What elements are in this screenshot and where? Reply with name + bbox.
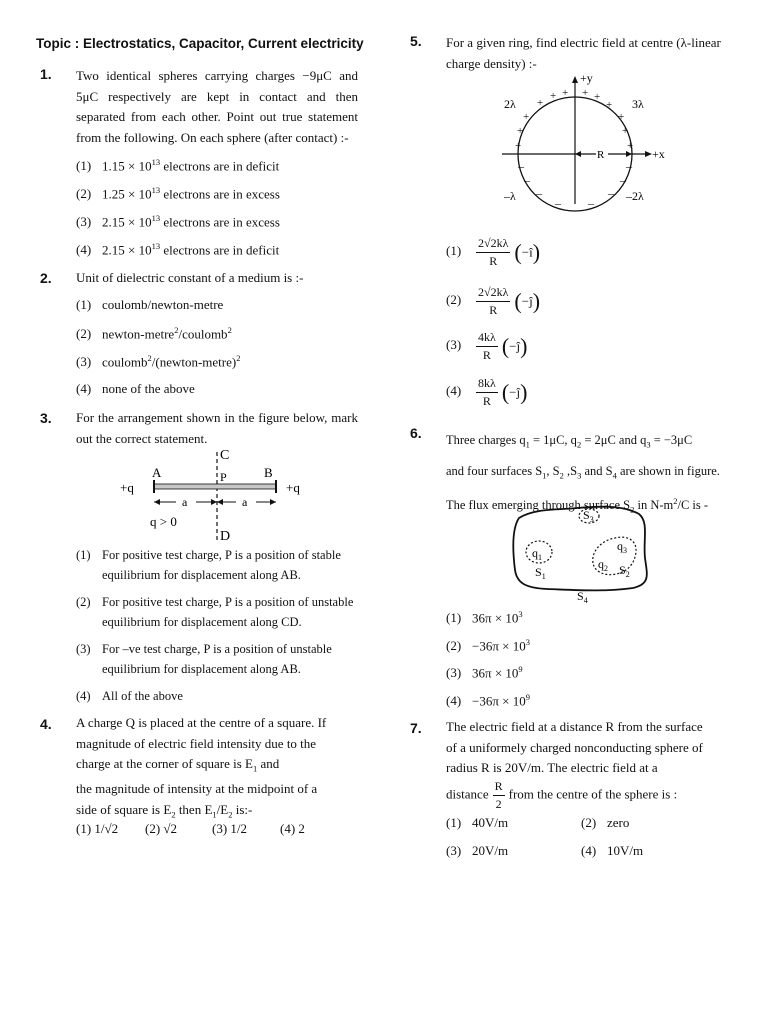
q2-option-3-exp2: 2: [236, 353, 241, 363]
q7-line-4-start: distance: [446, 786, 489, 802]
q6-line-2: and four surfaces $S_1$, $S_2$ $,S_3$ and $S_4$ are shown in figure.: [446, 463, 720, 480]
q3-option-2-line2: equilibrium for displacement along CD.: [102, 615, 302, 629]
q2-option-1-num: (1): [76, 297, 92, 312]
q2-option-3[interactable]: [76, 353, 240, 370]
q3-arrowhead: [270, 499, 276, 505]
q4-line-3: charge at the corner of square is $E_1$ and: [76, 756, 280, 774]
q6-option-3-exp: 9: [518, 664, 523, 674]
q3-option-1-num: (1): [76, 548, 91, 562]
q3-arrowhead: [154, 499, 160, 505]
q5-option-3-numerator: 4kλ: [476, 330, 498, 347]
q7-number: 7.: [410, 720, 422, 736]
q6-option-4-num: (4): [446, 693, 462, 709]
q3-option-1[interactable]: [76, 545, 341, 585]
q5-option-3-vector: −ĵ: [509, 338, 521, 354]
q5-option-1-denominator: R: [489, 254, 498, 268]
q4-option-4[interactable]: [280, 821, 305, 837]
q5-option-3-num: (3): [446, 337, 462, 353]
q4-option-3-text: 1/2: [230, 821, 248, 836]
q2-option-4[interactable]: [76, 381, 195, 397]
q4-line-5: side of square is $E_2$ then $E_1/E_2$ is:-: [76, 801, 253, 820]
q2-option-3-exp: 2: [147, 353, 152, 363]
q2-option-4-num: (4): [76, 381, 92, 396]
q7-line-1: The electric field at a distance R from the surface: [446, 719, 703, 734]
q1-option-2-rest: electrons are in excess: [160, 186, 280, 202]
q5-option-4-vector: −ĵ: [509, 384, 521, 400]
q1-option-2-num: (2): [76, 186, 92, 202]
q1-option-2[interactable]: [76, 185, 280, 202]
q7-stem: [446, 717, 720, 779]
svg-text:–: –: [555, 196, 561, 210]
svg-text:–: –: [588, 196, 594, 210]
q3-option-2[interactable]: [76, 592, 353, 632]
q2-option-1[interactable]: [76, 297, 223, 313]
q5-radius-arrow: [575, 151, 581, 157]
q3-label-p: P: [220, 470, 227, 484]
q6-option-2-num: (2): [446, 638, 462, 654]
q3-label-d: D: [220, 529, 231, 544]
q6-label-q2: $q_2$: [598, 557, 608, 573]
q6-option-1[interactable]: [446, 609, 523, 626]
q3-option-2-line1: For positive test charge, P is a position of unstable: [102, 595, 354, 609]
q4-option-4-num: (4): [280, 821, 296, 836]
q7-option-4-num: (4): [581, 843, 597, 858]
q1-option-1-text: 1.15 × 10: [102, 158, 152, 174]
q6-label-q3: $q_3$: [617, 539, 627, 555]
q3-stem: For the arrangement shown in the figure below, mark out the correct statement.: [76, 410, 358, 446]
q2-option-2-text: newton-metre: [102, 326, 175, 342]
q6-option-3-num: (3): [446, 665, 462, 681]
q5-label-x: +x: [652, 147, 665, 161]
q5-option-2-vector: −ĵ: [521, 293, 533, 309]
q7-fraction-numerator: R: [493, 779, 505, 796]
q6-option-2-exp: 3: [525, 637, 530, 647]
q2-option-2-exp: 2: [174, 325, 179, 335]
svg-text:–: –: [518, 159, 524, 173]
q4-option-3-num: (3): [212, 821, 228, 836]
q3-option-4-num: (4): [76, 689, 91, 703]
q6-label-q1: $q_1$: [532, 546, 542, 562]
q3-label-right-charge: +q: [286, 480, 300, 495]
q5-option-4[interactable]: (4) $\frac{8k\lambda}{R}$ (−ĵ): [446, 376, 528, 408]
q2-option-1-text: coulomb/newton-metre: [102, 297, 224, 312]
q5-line-1: For a given ring, find electric field at centre (λ-linear: [446, 35, 721, 50]
q2-option-3-num: (3): [76, 354, 92, 370]
q2-option-3-rest: /(newton-metre): [151, 354, 237, 370]
q4-number: 4.: [40, 716, 52, 732]
q7-option-4[interactable]: [581, 843, 643, 859]
q7-option-2-num: (2): [581, 815, 597, 830]
q5-option-4-numerator: 8kλ: [476, 376, 498, 393]
q7-line-4: [446, 779, 677, 812]
q7-fraction-denominator: 2: [495, 797, 502, 811]
q1-option-4-rest: electrons are in deficit: [160, 242, 280, 258]
q3-option-3-num: (3): [76, 642, 91, 656]
q4-option-2-text: √2: [163, 821, 178, 836]
q5-number: 5.: [410, 33, 422, 49]
q5-label-r: R: [597, 149, 605, 161]
q5-option-2[interactable]: (2) $\frac{2√2k\lambda}{R}$ (−ĵ): [446, 285, 541, 317]
q3-arrowhead: [217, 499, 223, 505]
q4-option-1-text: 1/√2: [94, 821, 119, 836]
q3-option-4-line1: All of the above: [102, 689, 183, 703]
q3-option-1-line2: equilibrium for displacement along AB.: [102, 568, 301, 582]
q6-option-2[interactable]: [446, 637, 530, 654]
svg-text:+: +: [606, 99, 613, 111]
q5-label-y: +y: [580, 72, 593, 85]
q6-option-3[interactable]: [446, 664, 523, 681]
q4-option-2[interactable]: [145, 821, 177, 837]
q5-option-1-numerator: 2√2kλ: [476, 236, 510, 253]
q7-line-2: of a uniformely charged nonconducting sphere of: [446, 739, 703, 755]
svg-text:+: +: [523, 111, 530, 123]
q6-line-1: Three charges $q_1 = 1\mu C$, $q_2 = 2\mu C$ and $q_3 = -3\mu C$: [446, 433, 693, 450]
q6-option-4-text: −36π × 10: [472, 693, 526, 709]
q5-option-3-denominator: R: [482, 348, 491, 362]
q1-option-1[interactable]: [76, 157, 279, 174]
q6-line-3: The flux emerging through surface $S_2$ in $N-m^2/C$ is -: [446, 496, 709, 515]
q5-option-2-numerator: 2√2kλ: [476, 285, 510, 302]
svg-text:–: –: [524, 173, 530, 187]
page-topic: Topic : Electrostatics, Capacitor, Current electricity: [36, 36, 364, 51]
q3-figure: [110, 444, 330, 544]
q4-line-1: A charge Q is placed at the centre of a square. If: [76, 715, 327, 730]
q6-number: 6.: [410, 425, 422, 441]
q5-option-1[interactable]: (1) $\frac{2√2k\lambda}{R}$ (−î): [446, 236, 541, 268]
svg-text:+: +: [622, 125, 629, 137]
q7-option-2-text: zero: [607, 815, 630, 830]
svg-text:–: –: [608, 186, 614, 200]
q7-line-3: radius R is 20V/m. The electric field at a: [446, 760, 658, 775]
q6-label-s4: $S_4$: [577, 589, 588, 605]
q5-stem: [446, 33, 726, 74]
q2-option-2-num: (2): [76, 326, 92, 342]
q7-option-2[interactable]: [581, 815, 629, 831]
q5-ring-figure: [500, 72, 680, 212]
q6-label-s1: $S_1$: [535, 565, 546, 581]
q2-option-4-text: none of the above: [102, 381, 195, 396]
q3-rod: [154, 484, 276, 489]
q4-option-1-num: (1): [76, 821, 92, 836]
q2-option-3-text: coulomb: [102, 354, 148, 370]
q7-option-3-text: 20V/m: [472, 843, 509, 858]
q5-line-2: charge density) :-: [446, 55, 537, 71]
q3-label-c: C: [220, 448, 230, 463]
q5-y-arrow: [572, 76, 578, 83]
q5-option-1-num: (1): [446, 243, 462, 259]
q1-option-3-exp: 13: [151, 213, 161, 223]
q4-option-3[interactable]: [212, 821, 247, 837]
svg-text:+: +: [515, 140, 522, 152]
q3-option-2-num: (2): [76, 595, 91, 609]
svg-text:–: –: [626, 159, 632, 173]
q3-arrowhead: [211, 499, 217, 505]
q6-option-4-exp: 9: [525, 692, 530, 702]
q3-option-3-line2: equilibrium for displacement along AB.: [102, 662, 301, 676]
q4-option-1[interactable]: [76, 821, 118, 837]
q1-option-2-exp: 13: [151, 185, 161, 195]
q6-option-1-text: 36π × 10: [472, 610, 519, 626]
q6-label-s2: $S_2$: [619, 563, 630, 579]
q6-option-1-exp: 3: [518, 609, 523, 619]
q3-label-left-charge: +q: [120, 480, 134, 495]
q3-label-gap-right: a: [242, 495, 248, 509]
q1-option-3-text: 2.15 × 10: [102, 214, 152, 230]
q2-number: 2.: [40, 270, 52, 286]
q5-x-arrow: [645, 151, 652, 157]
q7-option-3-num: (3): [446, 843, 462, 858]
q1-option-4[interactable]: [76, 241, 279, 258]
q5-option-2-num: (2): [446, 292, 462, 308]
q4-line-4: the magnitude of intensity at the midpoint of a: [76, 781, 318, 797]
q3-label-condition: q > 0: [150, 514, 177, 529]
q5-label-3lambda: 3λ: [632, 97, 644, 111]
q1-option-1-rest: electrons are in deficit: [160, 158, 280, 174]
q3-option-4[interactable]: [76, 686, 183, 706]
q1-number: 1.: [40, 66, 52, 82]
q6-surfaces-figure: [505, 500, 655, 605]
q2-stem: Unit of dielectric constant of a medium is :-: [76, 270, 304, 285]
q7-option-1-num: (1): [446, 815, 462, 830]
q3-option-3[interactable]: [76, 639, 332, 679]
q1-option-4-text: 2.15 × 10: [102, 242, 152, 258]
q5-option-2-denominator: R: [489, 303, 498, 317]
q1-option-3-num: (3): [76, 214, 92, 230]
svg-text:+: +: [517, 125, 524, 137]
q5-option-3[interactable]: (3) $\frac{4k\lambda}{R}$ (−ĵ): [446, 330, 528, 362]
q5-option-4-denominator: R: [482, 394, 491, 408]
q7-option-4-text: 10V/m: [607, 843, 644, 858]
q3-option-1-line1: For positive test charge, P is a position of stable: [102, 548, 341, 562]
q1-option-1-exp: 13: [151, 157, 161, 167]
q1-option-3-rest: electrons are in excess: [160, 214, 280, 230]
q4-option-4-text: 2: [298, 821, 305, 836]
q2-option-2-rest: /coulomb: [178, 326, 228, 342]
svg-text:+: +: [594, 91, 601, 103]
q5-option-4-num: (4): [446, 383, 462, 399]
svg-text:–: –: [620, 173, 626, 187]
svg-text:+: +: [537, 97, 544, 109]
q2-option-2[interactable]: [76, 325, 232, 342]
q7-line-4-end: from the centre of the sphere is :: [508, 786, 678, 802]
q1-option-4-exp: 13: [151, 241, 161, 251]
svg-text:+: +: [550, 90, 557, 102]
q5-label-neg-2lambda: –2λ: [626, 189, 644, 203]
q7-option-1-text: 40V/m: [472, 815, 509, 830]
q3-label-b: B: [264, 465, 273, 480]
q3-label-a: A: [152, 465, 162, 480]
svg-text:+: +: [627, 140, 634, 152]
q3-label-gap-left: a: [182, 495, 188, 509]
q1-option-1-num: (1): [76, 158, 92, 174]
q6-option-2-text: −36π × 10: [472, 638, 526, 654]
q1-option-3[interactable]: [76, 213, 280, 230]
q5-option-1-vector: −î: [521, 244, 533, 260]
q6-option-1-num: (1): [446, 610, 462, 626]
q3-number: 3.: [40, 410, 52, 426]
q7-option-1[interactable]: [446, 815, 508, 831]
svg-text:+: +: [582, 87, 589, 99]
q1-option-4-num: (4): [76, 242, 92, 258]
q1-stem: Two identical spheres carrying charges −9μC and 5μC respectively are kept in contact and then separated from each other. Point out true statement from the following. On each sphere (after contact) :-: [76, 68, 358, 145]
q2-option-2-exp2: 2: [227, 325, 232, 335]
q7-option-3[interactable]: [446, 843, 508, 859]
q5-label-neg-lambda: –λ: [504, 189, 516, 203]
q4-line-2: magnitude of electric field intensity due to the: [76, 735, 317, 751]
q5-label-2lambda: 2λ: [504, 97, 516, 111]
svg-text:+: +: [618, 111, 625, 123]
q3-option-3-line1: For –ve test charge, P is a position of unstable: [102, 642, 332, 656]
q6-label-s3: $S_3$: [583, 508, 594, 524]
q1-option-2-text: 1.25 × 10: [102, 186, 152, 202]
svg-text:+: +: [562, 87, 569, 99]
q4-option-2-num: (2): [145, 821, 161, 836]
svg-text:–: –: [536, 186, 542, 200]
q6-option-3-text: 36π × 10: [472, 665, 519, 681]
q4-stem: [76, 713, 358, 825]
q6-option-4[interactable]: [446, 692, 530, 709]
